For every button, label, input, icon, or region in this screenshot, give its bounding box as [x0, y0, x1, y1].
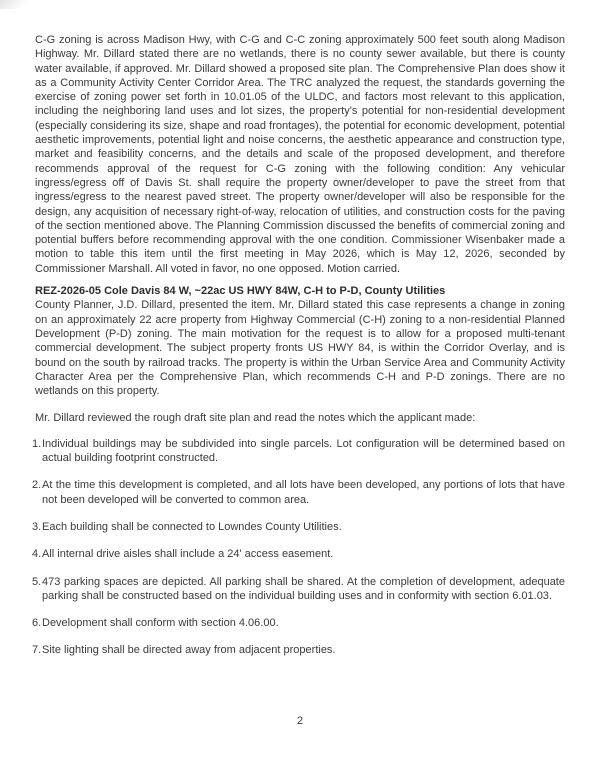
note-text: Site lighting shall be directed away from adjacent properties.: [42, 644, 336, 657]
note-number: 2.: [32, 479, 42, 492]
note-number: 1.: [32, 437, 42, 450]
applicant-note-7: [32, 643, 565, 657]
applicant-note-6: [32, 616, 565, 630]
case-heading-rez-2026-05: REZ-2026-05 Cole Davis 84 W, ~22ac US HWY 84W, C-H to P-D, County Utilities: [35, 285, 446, 298]
note-text: Individual buildings may be subdivided into single parcels. Lot configuration will be determined based on actual building footprint constructed.: [42, 437, 565, 465]
note-number: 6.: [32, 617, 42, 630]
applicant-notes-intro: Mr. Dillard reviewed the rough draft site plan and read the notes which the applicant made:: [35, 412, 476, 425]
applicant-note-2: [32, 478, 565, 507]
applicant-note-1: [32, 437, 565, 466]
case-summary-paragraph: County Planner, J.D. Dillard, presented the item. Mr. Dillard stated this case represents a change in zoning on an approximately 22 acre property from Highway Commercial (C-H) zoning to a non-residential Planned Development (P-D) zoning. The main motivation for the request is to allow for a proposed multi-tenant commercial development. The subject property fronts US HWY 84, is within the Corridor Overlay, and is bound on the south by railroad tracks. The property is within the Urban Service Area and Community Activity Character Area per the Comprehensive Plan, which recommends C-H and P-D zonings. There are no wetlands on this property.: [35, 299, 565, 398]
note-text: All internal drive aisles shall include a 24' access easement.: [42, 548, 334, 561]
note-text: Each building shall be connected to Lowndes County Utilities.: [42, 520, 342, 533]
applicant-note-3: [32, 520, 565, 534]
paragraph-rez-case-continued: C-G zoning is across Madison Hwy, with C-G and C-C zoning approximately 500 feet south along Madison Highway. Mr. Dillard stated there are no wetlands, there is no county sewer available, but there is county water available, if approved. Mr. Dillard showed a proposed site plan. The Comprehensive Plan does show it as a Community Activity Center Corridor Area. The TRC analyzed the request, the standards governing the exercise of zoning power set forth in 10.01.05 of the ULDC, and factors most relevant to this application, including the neighboring land uses and lot sizes, the property's potential for non-residential development (especially considering its size, shape and road frontages), the potential for economic development, potential aesthetic improvements, potential light and noise concerns, the aesthetic appearance and construction type, market and feasibility concerns, and the details and scale of the proposed development, and therefore recommends approval of the request for C-G zoning with the following condition: Any vehicular ingress/egress off of Davis St. shall require the property owner/developer to pave the street from that ingress/egress to the nearest paved street. The property owner/developer will also be responsible for the design, any acquisition of necessary right-of-way, relocation of utilities, and construction costs for the paving of the section mentioned above. The Planning Commission discussed the benefits of commercial zoning and potential buffers before recommending approval with the one condition. Commissioner Wisenbaker made a motion to table this item until the first meeting in May 2026, which is May 12, 2026, seconded by Commissioner Marshall. All voted in favor, no one opposed. Motion carried.: [35, 34, 565, 275]
applicant-note-5: [32, 575, 565, 604]
scan-edge-artifact: [0, 0, 30, 9]
applicant-note-4: [32, 547, 565, 561]
note-number: 4.: [32, 548, 42, 561]
note-number: 3.: [32, 520, 42, 533]
note-number: 5.: [32, 575, 42, 588]
note-text: 473 parking spaces are depicted. All parking shall be shared. At the completion of development, adequate parking shall be constructed based on the individual building uses and in conformity with section 6.01.03.: [42, 575, 565, 602]
note-text: At the time this development is completed, and all lots have been developed, any portions of lots that have not been developed will be converted to common area.: [42, 479, 565, 506]
applicant-notes-list: [32, 437, 565, 658]
page-number: 2: [296, 714, 304, 727]
note-text: Development shall conform with section 4.06.00.: [42, 617, 279, 630]
note-number: 7.: [32, 644, 42, 657]
